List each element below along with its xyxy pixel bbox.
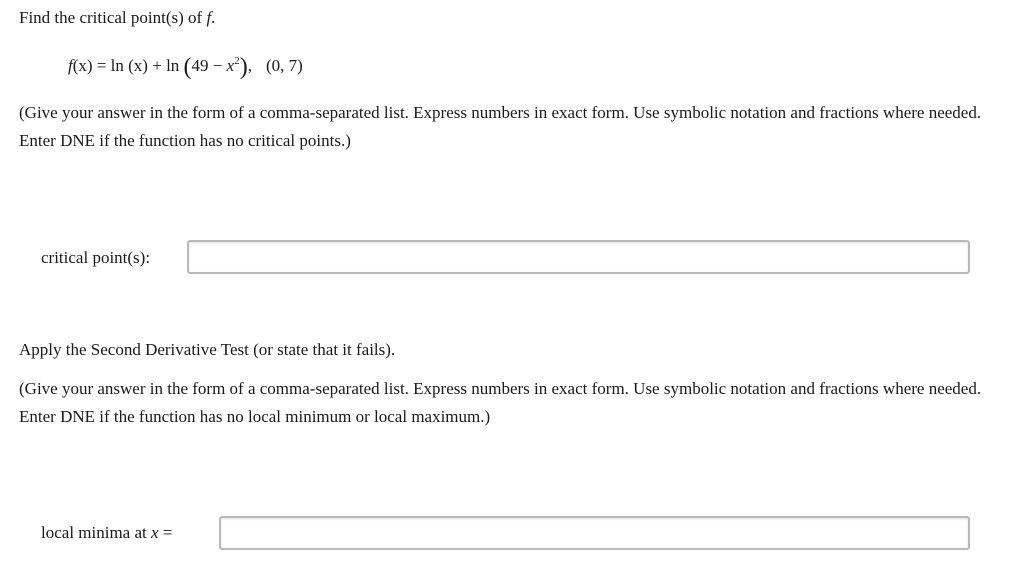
- local-minima-equals: =: [158, 523, 173, 542]
- right-paren: ): [239, 54, 248, 80]
- function-name: f: [68, 56, 73, 75]
- local-minima-text: local minima at: [41, 523, 151, 542]
- function-definition: [68, 52, 303, 80]
- ln-operator-2: ln: [166, 56, 180, 75]
- question-prompt: [19, 4, 215, 32]
- variable-x: x: [226, 56, 235, 75]
- prompt-variable: f: [206, 8, 212, 27]
- critical-points-label: critical point(s):: [41, 248, 151, 267]
- local-minima-input[interactable]: [219, 516, 970, 550]
- equals-sign: =: [92, 56, 111, 75]
- ln-argument: (x) +: [123, 56, 167, 75]
- instructions-critical-points: (Give your answer in the form of a comma-separated list. Express numbers in exact form. Use symbolic notation and fractions where needed. Enter DNE if the function has no critical points.): [19, 103, 982, 150]
- critical-points-input[interactable]: [187, 240, 970, 274]
- comma: ,: [247, 56, 252, 75]
- left-paren: (: [183, 54, 192, 80]
- local-minima-label: [41, 519, 172, 547]
- instructions-second-derivative: (Give your answer in the form of a comma-separated list. Express numbers in exact form. Use symbolic notation and fractions where needed. Enter DNE if the function has no local minimum or local maximum.): [19, 379, 982, 426]
- function-argument: (x): [72, 56, 93, 75]
- local-minima-variable: x: [151, 523, 159, 542]
- exponent: 2: [234, 55, 240, 67]
- polynomial-term: 49 −: [191, 56, 227, 75]
- ln-operator: ln: [110, 56, 124, 75]
- prompt-text: Find the critical point(s) of: [19, 8, 203, 27]
- second-derivative-heading: Apply the Second Derivative Test (or state that it fails).: [19, 340, 396, 359]
- prompt-period: .: [211, 8, 216, 27]
- interval: (0, 7): [265, 56, 303, 75]
